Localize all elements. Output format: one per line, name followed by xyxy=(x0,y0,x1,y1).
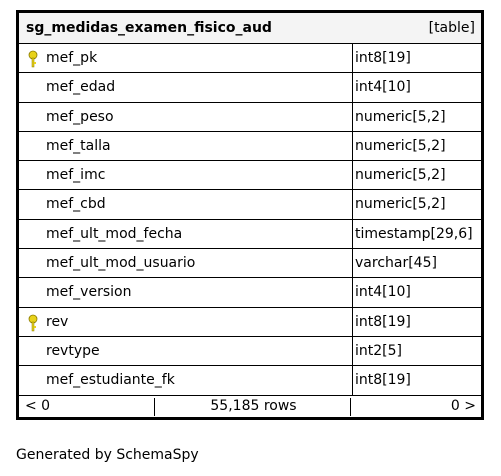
column-row xyxy=(19,308,481,337)
column-row xyxy=(19,366,481,395)
key-icon xyxy=(28,314,38,332)
column-name: mef_talla xyxy=(46,137,111,154)
column-row xyxy=(19,161,481,190)
column-name-cell xyxy=(19,190,353,218)
column-name-cell xyxy=(19,366,353,394)
prev-count: < 0 xyxy=(25,398,51,414)
column-row xyxy=(19,249,481,278)
column-row xyxy=(19,73,481,102)
table-name: sg_medidas_examen_fisico_aud xyxy=(26,20,272,36)
key-icon xyxy=(28,50,38,68)
column-type: int8[19] xyxy=(355,50,411,66)
generated-by-label: Generated by SchemaSpy xyxy=(16,447,199,463)
column-name: mef_pk xyxy=(46,50,98,66)
column-name: mef_edad xyxy=(46,79,116,96)
table-footer xyxy=(19,396,481,417)
column-row xyxy=(19,44,481,73)
column-type: numeric[5,2] xyxy=(355,196,446,213)
table-entity xyxy=(16,10,484,420)
column-type: int4[10] xyxy=(355,79,411,96)
column-type: numeric[5,2] xyxy=(355,108,446,125)
footer-divider xyxy=(350,398,351,416)
column-row xyxy=(19,103,481,132)
column-name-cell xyxy=(19,161,353,189)
column-type: int8[19] xyxy=(355,313,411,330)
column-name-cell xyxy=(19,73,353,101)
column-type: numeric[5,2] xyxy=(355,167,446,184)
column-type: varchar[45] xyxy=(355,255,437,272)
column-row xyxy=(19,132,481,161)
row-count: 55,185 rows xyxy=(210,398,297,414)
column-name: mef_imc xyxy=(46,167,106,184)
column-name-cell xyxy=(19,249,353,277)
next-count: 0 > xyxy=(450,398,476,414)
column-name-cell xyxy=(19,278,353,306)
column-row xyxy=(19,220,481,249)
column-row xyxy=(19,337,481,366)
column-type: int8[19] xyxy=(355,372,411,389)
table-header xyxy=(19,13,481,44)
column-type: timestamp[29,6] xyxy=(355,225,473,242)
column-name: mef_estudiante_fk xyxy=(46,372,175,389)
column-name: mef_version xyxy=(46,284,132,301)
column-row xyxy=(19,278,481,307)
column-name: mef_ult_mod_fecha xyxy=(46,225,183,242)
column-name: mef_cbd xyxy=(46,196,106,213)
column-name: mef_ult_mod_usuario xyxy=(46,255,196,272)
column-list xyxy=(19,44,481,396)
column-name: rev xyxy=(46,313,69,330)
column-name-cell xyxy=(19,103,353,131)
column-name-cell xyxy=(19,220,353,248)
column-type: numeric[5,2] xyxy=(355,137,446,154)
column-name: mef_peso xyxy=(46,108,114,125)
column-name-cell xyxy=(19,44,353,72)
column-row xyxy=(19,190,481,219)
column-name: revtype xyxy=(46,342,100,359)
column-name-cell xyxy=(19,308,353,336)
table-kind: [table] xyxy=(428,20,475,36)
column-name-cell xyxy=(19,337,353,365)
column-name-cell xyxy=(19,132,353,160)
column-type: int2[5] xyxy=(355,342,402,359)
column-type: int4[10] xyxy=(355,284,411,301)
